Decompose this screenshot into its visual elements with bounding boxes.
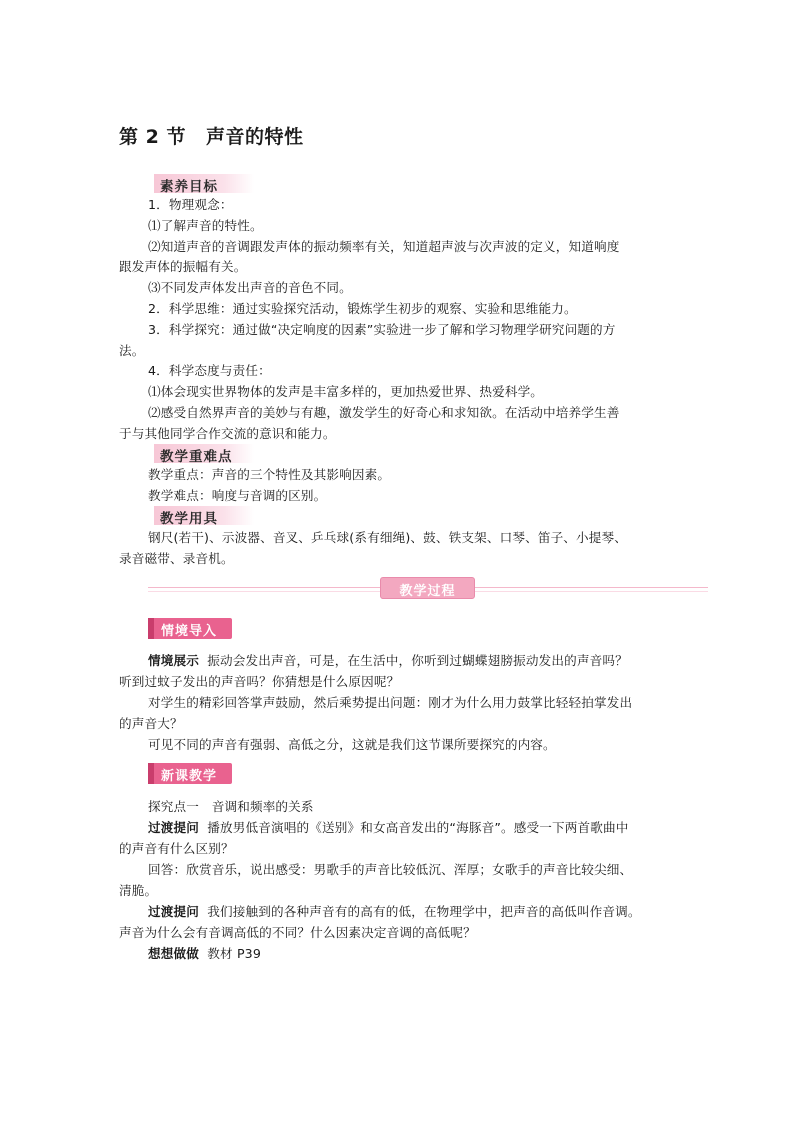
intro-line: 的声音大？ bbox=[119, 716, 183, 731]
key-points-line: 教学难点：响度与音调的区别。 bbox=[148, 488, 327, 503]
objectives-line: 1．物理观念： bbox=[148, 197, 233, 212]
intro-line: 对学生的精彩回答掌声鼓励，然后乘势提出问题：刚才为什么用力鼓掌比轻轻拍掌发出 bbox=[148, 695, 633, 710]
objectives-line: ⑴体会现实世界物体的发声是丰富多样的，更加热爱世界、热爱科学。 bbox=[148, 384, 544, 399]
intro-heading: 情境导入 bbox=[148, 618, 234, 639]
objectives-line: 3．科学探究：通过做“决定响度的因素”实验进一步了解和学习物理学研究问题的方 bbox=[148, 322, 616, 337]
lesson-line: 过渡提问 播放男低音演唱的《送别》和女高音发出的“海豚音”。感受一下两首歌曲中 bbox=[148, 820, 629, 835]
lesson-line: 声音为什么会有音调高低的不同？什么因素决定音调的高低呢？ bbox=[119, 925, 476, 940]
tools-line: 录音磁带、录音机。 bbox=[119, 551, 234, 566]
objectives-line: ⑵知道声音的音调跟发声体的振动频率有关，知道超声波与次声波的定义，知道响度 bbox=[148, 239, 620, 254]
intro-line: 可见不同的声音有强弱、高低之分，这就是我们这节课所要探究的内容。 bbox=[148, 737, 556, 752]
lesson-line: 的声音有什么区别？ bbox=[119, 841, 234, 856]
section-name: 声音的特性 bbox=[205, 126, 304, 148]
objectives-line: 跟发声体的振幅有关。 bbox=[119, 259, 247, 274]
objectives-line: 2．科学思维：通过实验探究活动，锻炼学生初步的观察、实验和思维能力。 bbox=[148, 301, 577, 316]
objectives-line: 于与其他同学合作交流的意识和能力。 bbox=[119, 426, 336, 441]
lesson-line: 想想做做 教材 P39 bbox=[148, 946, 262, 961]
objectives-line: ⑴了解声音的特性。 bbox=[148, 218, 263, 233]
key-points-line: 教学重点：声音的三个特性及其影响因素。 bbox=[148, 467, 391, 482]
lesson-lead: 过渡提问 bbox=[148, 904, 199, 919]
lesson-line: 清脆。 bbox=[119, 883, 158, 898]
page-title bbox=[119, 122, 303, 149]
lesson-lead: 想想做做 bbox=[148, 946, 199, 961]
intro-line: 听到过蚊子发出的声音吗？你猜想是什么原因呢？ bbox=[119, 674, 400, 689]
objectives-line: ⑶不同发声体发出声音的音色不同。 bbox=[148, 280, 352, 295]
key-points-heading: 教学重难点 bbox=[150, 444, 256, 463]
objectives-heading: 素养目标 bbox=[150, 174, 256, 193]
objectives-line: 法。 bbox=[119, 343, 145, 358]
objectives-line: 4．科学态度与责任： bbox=[148, 363, 271, 378]
lesson-line: 探究点一 音调和频率的关系 bbox=[148, 799, 314, 814]
section-number: 第 2 节 bbox=[119, 126, 186, 148]
intro-line: 情境展示 振动会发出声音，可是，在生活中，你听到过蝴蝶翅膀振动发出的声音吗？ bbox=[148, 653, 628, 668]
intro-lead: 情境展示 bbox=[148, 653, 199, 668]
lesson-line: 回答：欣赏音乐，说出感受：男歌手的声音比较低沉、浑厚；女歌手的声音比较尖细、 bbox=[148, 862, 633, 877]
objectives-line: ⑵感受自然界声音的美妙与有趣，激发学生的好奇心和求知欲。在活动中培养学生善 bbox=[148, 405, 620, 420]
tools-line: 钢尺(若干)、示波器、音叉、乒乓球(系有细绳)、鼓、铁支架、口琴、笛子、小提琴、 bbox=[148, 530, 628, 545]
new-lesson-heading: 新课教学 bbox=[148, 763, 234, 784]
tools-heading: 教学用具 bbox=[150, 506, 256, 525]
lesson-lead: 过渡提问 bbox=[148, 820, 199, 835]
lesson-line: 过渡提问 我们接触到的各种声音有的高有的低，在物理学中，把声音的高低叫作音调。 bbox=[148, 904, 641, 919]
process-heading: 教学过程 bbox=[380, 577, 475, 599]
